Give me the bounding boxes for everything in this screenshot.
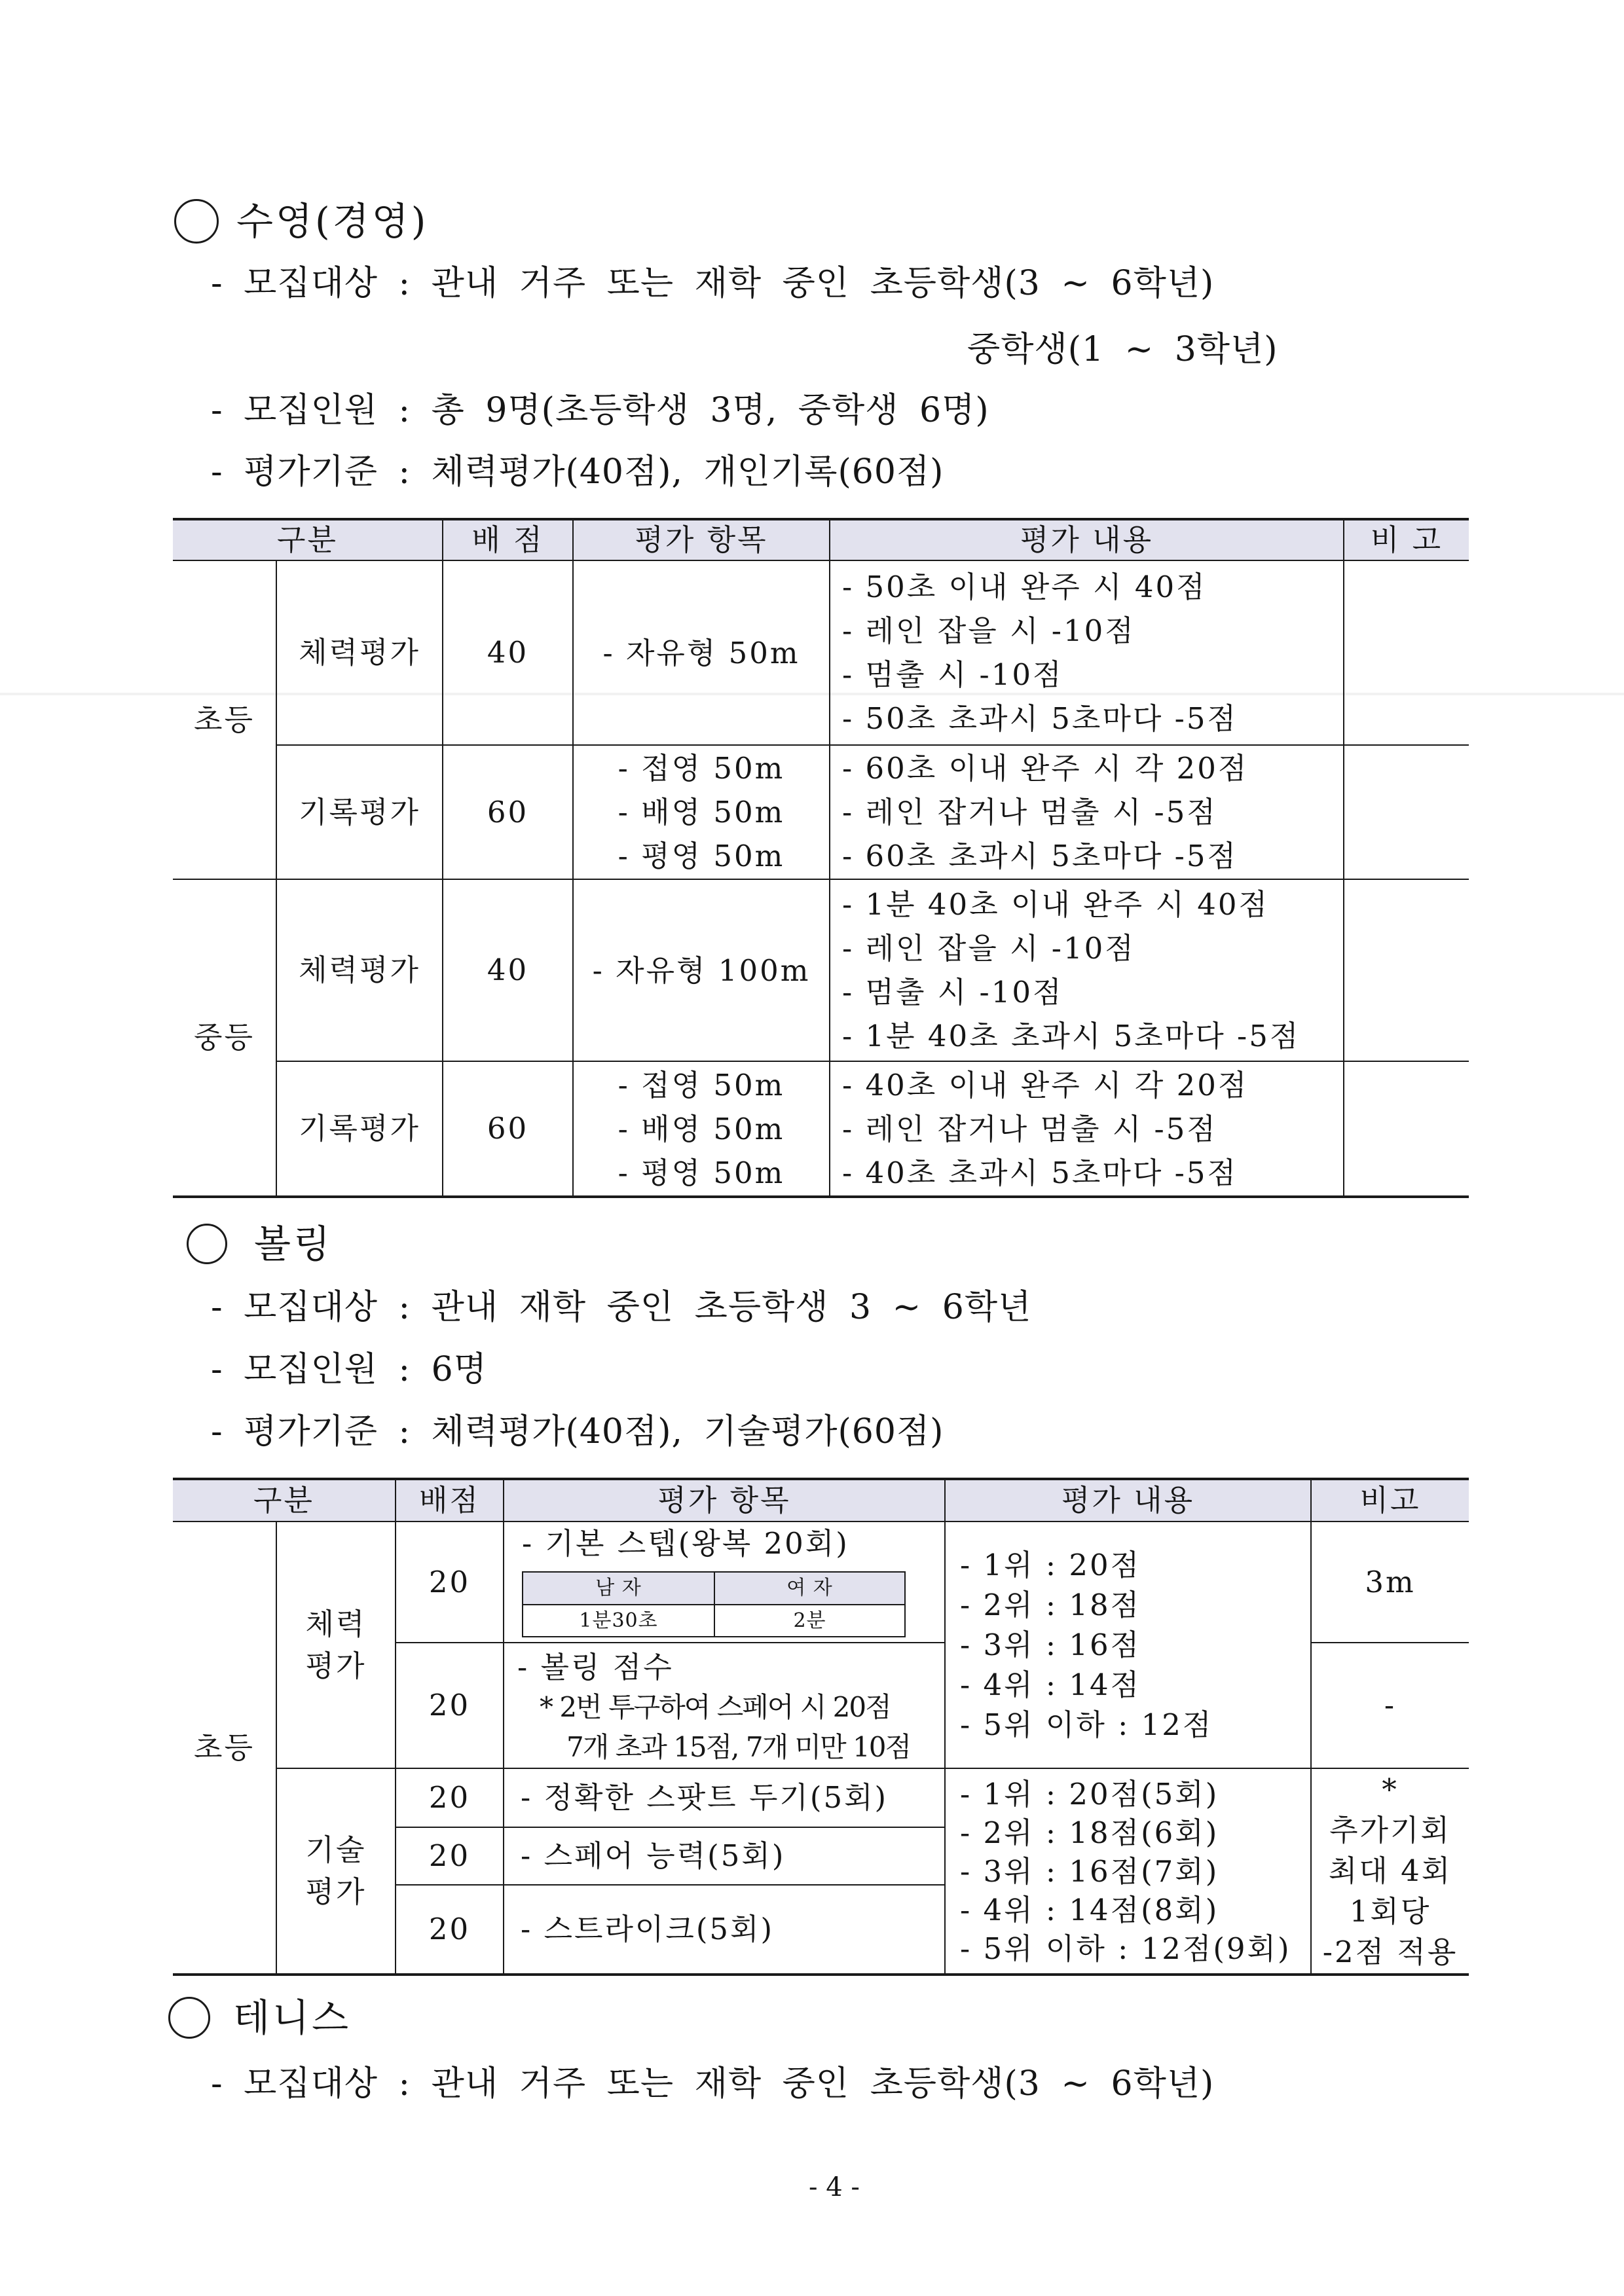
items-cell — [573, 745, 830, 879]
table-row — [173, 1768, 1469, 1827]
header-division: 구분 — [173, 1479, 396, 1522]
bowling-criteria: - 평가기준 : 체력평가(40점), 기술평가(60점) — [211, 1412, 944, 1451]
detail-line: - 50초 이내 완주 시 40점 — [842, 570, 1207, 604]
note-cell: - — [1311, 1643, 1469, 1768]
item-line: - 평영 50m — [618, 839, 785, 873]
detail-line: - 3위 : 16점 — [960, 1628, 1141, 1662]
points-cell: 20 — [396, 1522, 504, 1643]
details-cell — [830, 560, 1344, 745]
header-note: 비고 — [1311, 1479, 1469, 1522]
header-points: 배 점 — [443, 519, 573, 560]
details-cell — [945, 1522, 1311, 1768]
category-cell: 기록평가 — [276, 745, 443, 879]
items-cell — [504, 1522, 945, 1643]
step-time-subtable — [522, 1571, 906, 1637]
table-row — [173, 560, 1469, 745]
note-cell: 3m — [1311, 1522, 1469, 1643]
header-details: 평가 내용 — [830, 519, 1344, 560]
table-row — [173, 879, 1469, 1061]
items-cell — [573, 560, 830, 745]
item-line: 7개 초과 15점, 7개 미만 10점 — [566, 1731, 911, 1763]
header-points: 배점 — [396, 1479, 504, 1522]
detail-line: - 1위 : 20점 — [960, 1548, 1141, 1582]
note-cell — [1344, 879, 1469, 1061]
subtable-value-female: 2분 — [714, 1605, 905, 1637]
items-cell — [573, 1061, 830, 1197]
tennis-heading: 테니스 — [233, 1995, 352, 2040]
note-line: 1회당 — [1349, 1894, 1431, 1929]
note-cell — [1344, 560, 1469, 745]
detail-line: - 50초 초과시 5초마다 -5점 — [842, 701, 1238, 736]
items-cell: - 스페어 능력(5회) — [504, 1827, 945, 1885]
item-line: - 자유형 50m — [602, 635, 800, 670]
circle-bullet-icon — [168, 1997, 210, 2039]
category-cell: 체력평가 — [276, 560, 443, 745]
points-cell: 20 — [396, 1827, 504, 1885]
detail-line: - 멈출 시 -10점 — [842, 975, 1063, 1010]
items-cell: - 정확한 스팟트 두기(5회) — [504, 1768, 945, 1827]
header-items: 평가 항목 — [573, 519, 830, 560]
detail-line: - 60초 초과시 5초마다 -5점 — [842, 839, 1238, 873]
subtable-header-male: 남 자 — [523, 1572, 714, 1605]
item-line: - 접영 50m — [618, 751, 785, 786]
swimming-recruit-count: - 모집인원 : 총 9명(초등학생 3명, 중학생 6명) — [211, 391, 989, 430]
header-details: 평가 내용 — [945, 1479, 1311, 1522]
header-note: 비 고 — [1344, 519, 1469, 560]
swimming-recruit-target: - 모집대상 : 관내 거주 또는 재학 중인 초등학생(3 ~ 6학년) — [211, 264, 1215, 303]
page-number: - 4 - — [809, 2172, 860, 2202]
detail-line: - 2위 : 18점 — [960, 1588, 1141, 1622]
detail-line: - 레인 잡거나 멈출 시 -5점 — [842, 1111, 1217, 1146]
category-cell — [276, 1522, 396, 1768]
details-cell — [830, 1061, 1344, 1197]
category-cell — [276, 1768, 396, 1975]
points-cell: 40 — [443, 560, 573, 745]
detail-line: - 멈출 시 -10점 — [842, 657, 1063, 692]
bowling-recruit-count: - 모집인원 : 6명 — [211, 1350, 487, 1389]
item-line: - 평영 50m — [618, 1155, 785, 1190]
circle-bullet-icon — [187, 1224, 227, 1264]
items-cell — [573, 879, 830, 1061]
division-cell: 초등 — [173, 1522, 276, 1975]
category-line: 평가 — [305, 1874, 367, 1909]
note-line: -2점 적용 — [1322, 1935, 1458, 1969]
item-line: - 볼링 점수 — [517, 1650, 674, 1685]
division-cell: 초등 — [173, 560, 276, 879]
detail-line: - 40초 초과시 5초마다 -5점 — [842, 1155, 1238, 1190]
item-line: - 배영 50m — [618, 795, 785, 829]
note-line: 추가기회 — [1329, 1813, 1451, 1848]
detail-line: - 2위 : 18점(6회) — [960, 1815, 1219, 1850]
table-row — [173, 1522, 1469, 1643]
swimming-evaluation-table — [173, 518, 1469, 1198]
subtable-header-female: 여 자 — [714, 1572, 905, 1605]
note-cell — [1344, 1061, 1469, 1197]
tennis-recruit-target: - 모집대상 : 관내 거주 또는 재학 중인 초등학생(3 ~ 6학년) — [211, 2064, 1215, 2104]
category-line: 평가 — [305, 1648, 367, 1683]
detail-line: - 5위 이하 : 12점(9회) — [960, 1931, 1291, 1966]
detail-line: - 레인 잡을 시 -10점 — [842, 931, 1135, 966]
points-cell: 20 — [396, 1643, 504, 1768]
points-cell: 60 — [443, 1061, 573, 1197]
category-cell: 체력평가 — [276, 879, 443, 1061]
details-cell — [830, 879, 1344, 1061]
table-row — [173, 745, 1469, 879]
details-cell — [830, 745, 1344, 879]
detail-line: - 1위 : 20점(5회) — [960, 1776, 1219, 1812]
detail-line: - 4위 : 14점 — [960, 1667, 1141, 1702]
detail-line: - 레인 잡을 시 -10점 — [842, 613, 1135, 648]
subtable-value-male: 1분30초 — [523, 1605, 714, 1637]
bowling-recruit-target: - 모집대상 : 관내 재학 중인 초등학생 3 ~ 6학년 — [211, 1288, 1032, 1327]
detail-line: - 60초 이내 완주 시 각 20점 — [842, 751, 1249, 786]
header-items: 평가 항목 — [504, 1479, 945, 1522]
item-line: - 접영 50m — [618, 1067, 785, 1102]
category-cell: 기록평가 — [276, 1061, 443, 1197]
note-line: 최대 4회 — [1328, 1853, 1452, 1888]
points-cell: 20 — [396, 1768, 504, 1827]
item-line: - 기본 스텝(왕복 20회) — [522, 1526, 849, 1561]
points-cell: 60 — [443, 745, 573, 879]
item-line: - 자유형 100m — [592, 953, 811, 988]
table-row — [173, 1061, 1469, 1197]
swimming-criteria: - 평가기준 : 체력평가(40점), 개인기록(60점) — [211, 452, 944, 492]
detail-line: - 4위 : 14점(8회) — [960, 1892, 1219, 1927]
swimming-recruit-target-cont: 중학생(1 ~ 3학년) — [967, 330, 1278, 369]
bowling-heading: 볼링 — [254, 1222, 333, 1266]
division-cell: 중등 — [173, 879, 276, 1197]
points-cell: 20 — [396, 1885, 504, 1975]
detail-line: - 3위 : 16점(7회) — [960, 1853, 1219, 1889]
item-line: * 2번 투구하여 스페어 시 20점 — [540, 1691, 891, 1723]
items-cell: - 스트라이크(5회) — [504, 1885, 945, 1975]
category-line: 체력 — [305, 1606, 367, 1641]
circle-bullet-icon — [174, 199, 219, 244]
bowling-evaluation-table — [173, 1478, 1469, 1976]
details-cell — [945, 1768, 1311, 1975]
table-header-row — [173, 519, 1469, 560]
items-cell — [504, 1643, 945, 1768]
header-division: 구분 — [173, 519, 443, 560]
table-header-row — [173, 1479, 1469, 1522]
detail-line: - 5위 이하 : 12점 — [960, 1707, 1213, 1742]
points-cell: 40 — [443, 879, 573, 1061]
note-cell — [1311, 1768, 1469, 1975]
detail-line: - 40초 이내 완주 시 각 20점 — [842, 1067, 1249, 1102]
detail-line: - 1분 40초 초과시 5초마다 -5점 — [842, 1019, 1301, 1053]
category-line: 기술 — [305, 1832, 367, 1867]
detail-line: - 레인 잡거나 멈출 시 -5점 — [842, 795, 1217, 829]
note-cell — [1344, 745, 1469, 879]
item-line: - 배영 50m — [618, 1111, 785, 1146]
note-line: * — [1382, 1772, 1399, 1807]
detail-line: - 1분 40초 이내 완주 시 40점 — [842, 887, 1269, 922]
swimming-heading: 수영(경영) — [236, 199, 429, 244]
